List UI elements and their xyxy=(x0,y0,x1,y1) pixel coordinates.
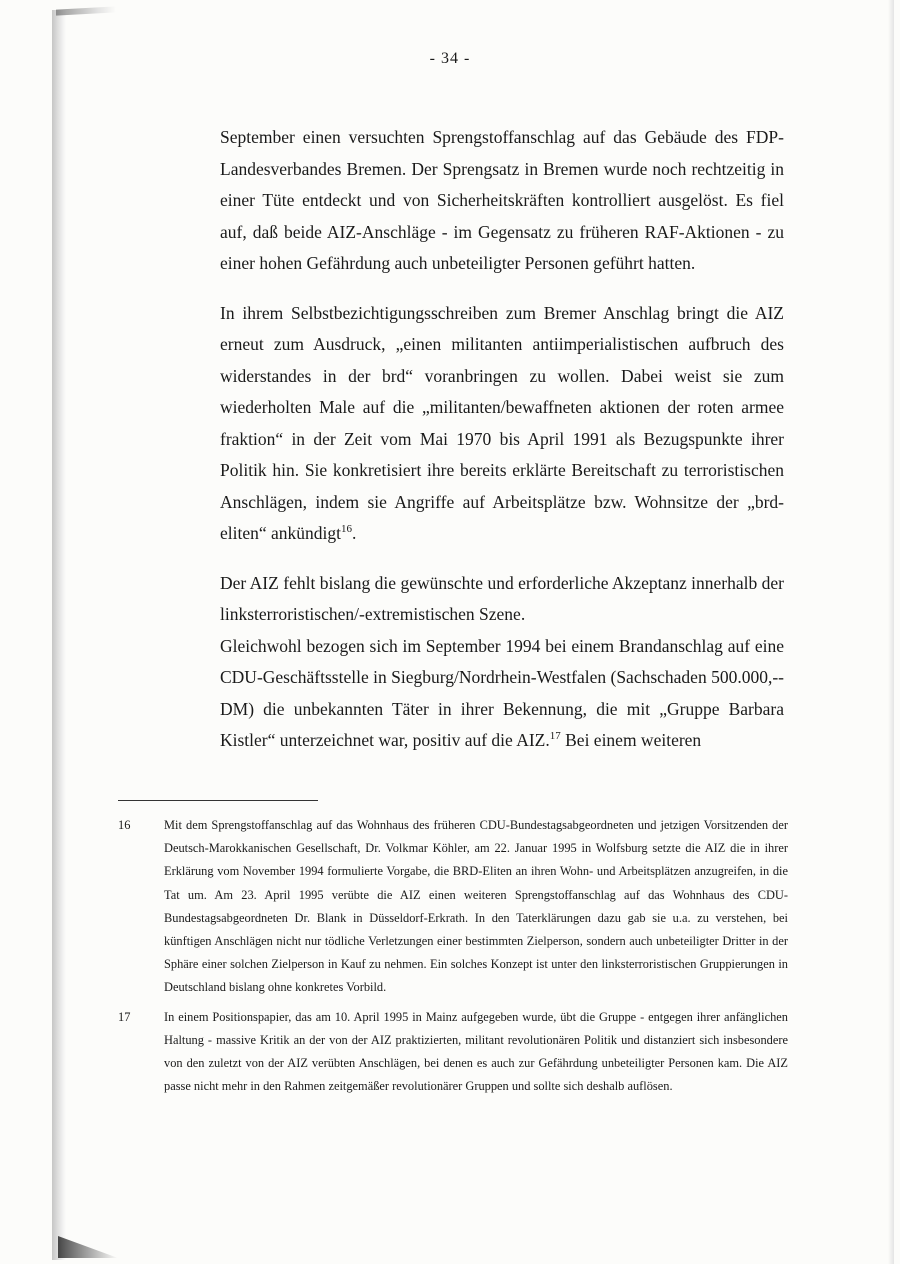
paragraph-3-text: Der AIZ fehlt bislang die gewünschte und erforderliche Akzeptanz innerhalb der linksterroristischen/-extremistischen Szene. xyxy=(220,572,784,624)
paragraph-3 xyxy=(220,568,784,631)
binding-shadow-top xyxy=(56,6,116,15)
body-text xyxy=(220,122,784,757)
page-edge-shadow xyxy=(888,0,894,1264)
binding-shadow-bottom xyxy=(58,1236,118,1258)
footnote-number: 16 xyxy=(118,818,131,832)
footnote-text: Mit dem Sprengstoffanschlag auf das Wohnhaus des früheren CDU-Bundestagsabgeordneten und jetzigen Vorsitzenden der Deutsch-Marokkanischen Gesellschaft, Dr. Volkmar Köhler, am 22. Januar 1995 in Wolfsburg setzte die AIZ die in ihrer Erklärung vom November 1994 formulierte Vorgabe, die BRD-Eliten an ihren Wohn- und Arbeitsplätzen anzugreifen, in die Tat um. Am 23. April 1995 verübte die AIZ einen weiteren Sprengstoffanschlag auf das Wohnhaus des CDU-Bundestagsabgeordneten Dr. Blank in Düsseldorf-Erkrath. In den Taterklärungen dazu gab sie u.a. zu verstehen, bei künftigen Anschlägen nicht nur tödliche Verletzungen einer bestimmten Zielperson, sondern auch unbeteiligter Dritter in der Sphäre einer solchen Zielperson in Kauf zu nehmen. Ein solches Konzept ist unter den linksterroristischen Gruppierungen in Deutschland bislang ohne konkretes Vorbild. xyxy=(164,818,788,995)
paragraph-4-text: Gleichwohl bezogen sich im September 1994 bei einem Brandanschlag auf eine CDU-Geschäftsstelle in Siegburg/Nordrhein-Westfalen (Sachschaden 500.000,-- DM) die unbekannten Täter in ihrer Bekennung, die mit „Gruppe Barbara Kistler“ unterzeichnet war, positiv auf die AIZ. xyxy=(220,635,784,750)
paragraph-1-text: September einen versuchten Sprengstoffanschlag auf das Gebäude des FDP-Landesverbandes Bremen. Der Sprengsatz in Bremen wurde noch rechtzeitig in einer Tüte entdeckt und von Sicherheitskräften kontrolliert ausgelöst. Es fiel auf, daß beide AIZ-Anschläge - im Gegensatz zu früheren RAF-Aktionen - zu einer hohen Gefährdung auch unbeteiligter Personen geführt hatten. xyxy=(220,127,784,273)
footnote-ref-16[interactable]: 16 xyxy=(341,523,353,536)
footnote-17 xyxy=(118,1006,788,1099)
paragraph-2-text: In ihrem Selbstbezichtigungsschreiben zum Bremer Anschlag bringt die AIZ erneut zum Ausdruck, „einen militanten antiimperialistischen aufbruch des widerstandes in der brd“ voranbringen zu wollen. Dabei weist sie zum wiederholten Male auf die „militanten/bewaffneten aktionen der roten armee fraktion“ in der Zeit vom Mai 1970 bis April 1991 als Bezugspunkte ihrer Politik hin. Sie konkretisiert ihre bereits erklärte Bereitschaft zu terroristischen Anschlägen, indem sie Angriffe auf Arbeitsplätze bzw. Wohnsitze der „brd-eliten“ ankündigt xyxy=(220,302,784,543)
paragraph-4-tail: Bei einem weiteren xyxy=(560,730,702,750)
paragraph-1 xyxy=(220,122,784,280)
footnote-ref-17[interactable]: 17 xyxy=(549,730,561,743)
binding-shadow xyxy=(52,10,66,1260)
footnote-separator xyxy=(118,800,318,801)
page-number: - 34 - xyxy=(429,50,471,67)
footnote-text: In einem Positionspapier, das am 10. April 1995 in Mainz aufgegeben wurde, übt die Gruppe - entgegen ihrer anfänglichen Haltung - massive Kritik an der von der AIZ praktizierten, militant revolutionären Politik und distanziert sich insbesondere von den zuletzt von der AIZ verübten Anschlägen, bei denen es auch zur Gefährdung unbeteiligter Personen kam. Die AIZ passe nicht mehr in den Rahmen zeitgemäßer revolutionärer Gruppen und sollte sich deshalb auflösen. xyxy=(164,1009,788,1094)
footnote-16 xyxy=(118,814,788,1000)
paragraph-4 xyxy=(220,631,784,757)
footnotes xyxy=(118,814,788,1104)
paragraph-2 xyxy=(220,298,784,550)
footnote-number: 17 xyxy=(118,1009,131,1024)
paragraph-2-tail: . xyxy=(352,523,357,543)
